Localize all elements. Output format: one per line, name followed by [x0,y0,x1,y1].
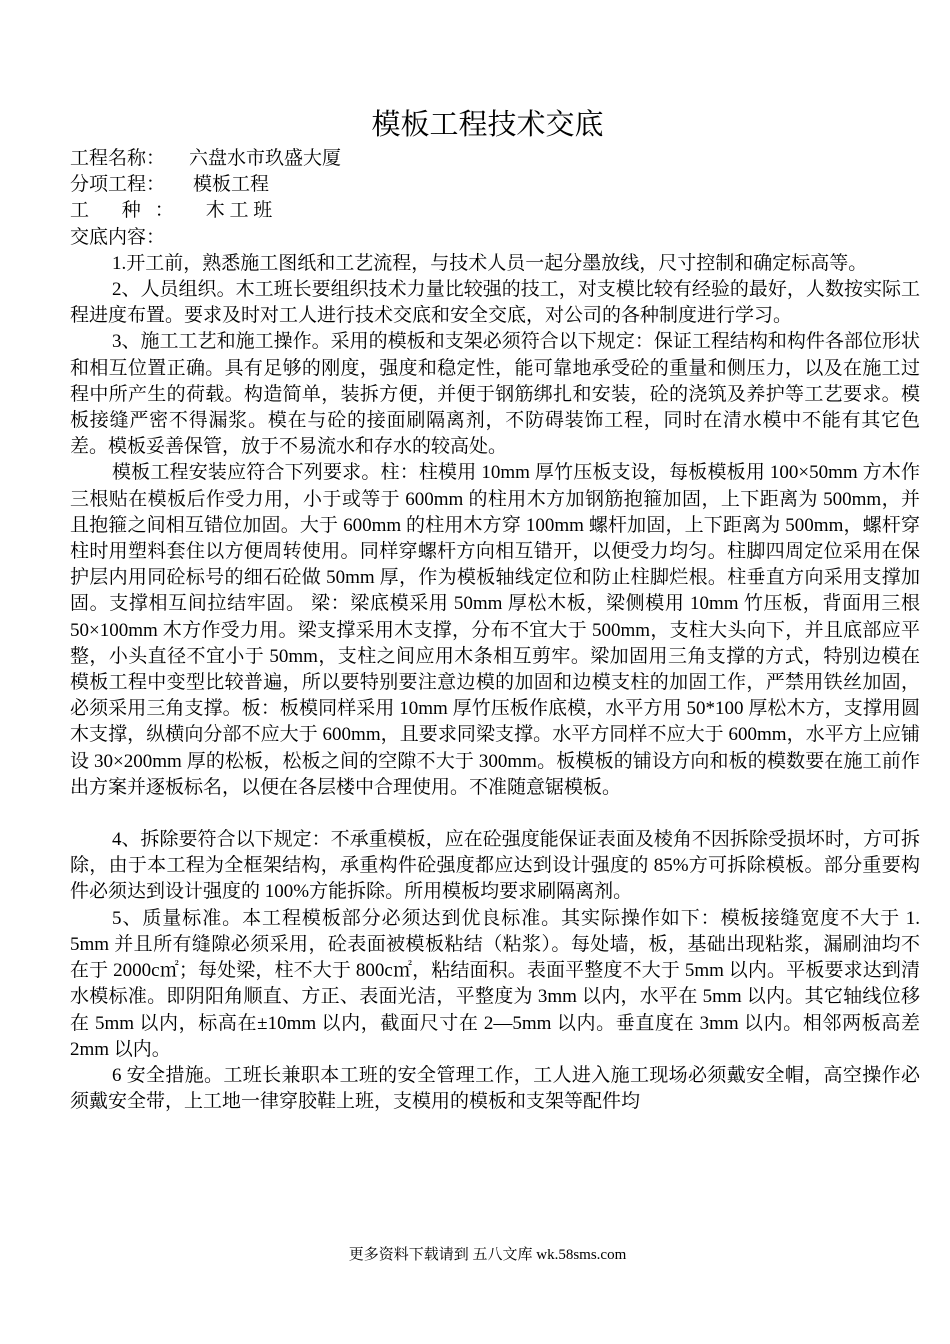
project-name-label: 工程名称： [70,148,166,169]
project-name-value: 六盘水市玖盛大厦 [189,148,342,169]
trade-label: 工 种： [70,200,188,222]
paragraph-6: 5、质量标准。本工程模板部分必须达到优良标准。其实际操作如下：模板接缝宽度不大于 1. 5mm 并且所有缝隙必须采用，砼表面被模板粘结（粘浆）。每处墙，板，基础出现粘浆，漏刷油均不在于 2000c㎡；每处梁，柱不大于 800c㎡，粘结面积。表面平整度不大于 5mm 以内。平板要求达到清水模标准。即阴阳角顺直、方正、表面光洁，平整度为 3mm 以内，水平在 5mm 以内。其它轴线位移在 5mm 以内，标高在±10mm 以内，截面尺寸在 2—5mm 以内。垂直度在 3mm 以内。相邻两板高差 2mm 以内。 [70,907,920,1060]
trade-line [70,198,920,224]
document-title: 模板工程技术交底 [371,107,604,141]
paragraph-gap [70,801,920,827]
sub-project-line [70,172,920,198]
footer-text: 更多资料下载请到 五八文库 wk.58sms.com [348,1247,627,1263]
content-label-line [70,225,920,251]
sub-project-value: 模板工程 [193,174,270,196]
paragraph-3: 3、施工工艺和施工操作。采用的模板和支架必须符合以下规定：保证工程结构和构件各部位形状和相互位置正确。具有足够的刚度，强度和稳定性，能可靠地承受砼的重量和侧压力，以及在施工过程中所产生的荷载。构造简单，装拆方便，并便于钢筋绑扎和安装，砼的浇筑及养护等工艺要求。模板接缝严密不得漏浆。模在与砼的接面刷隔离剂，不防碍装饰工程，同时在清水模中不能有其它色差。模板妥善保管，放于不易流水和存水的较高处。 [70,331,920,458]
content-label: 交底内容： [70,226,166,248]
paragraph-1: 1.开工前，熟悉施工图纸和工艺流程，与技术人员一起分墨放线，尺寸控制和确定标高等。 [112,252,868,274]
paragraph-7: 6 安全措施。工班长兼职本工班的安全管理工作，工人进入施工现场必须戴安全帽，高空操作必须戴安全带，上工地一律穿胶鞋上班，支模用的模板和支架等配件均 [70,1064,920,1113]
paragraph-5: 4、拆除要符合以下规定：不承重模板，应在砼强度能保证表面及棱角不因拆除受损坏时，方可拆除，由于本工程为全框架结构，承重构件砼强度都应达到设计强度的 85%方可拆除模板。部分重要构件必须达到设计强度的 100%方能拆除。所用模板均要求刷隔离剂。 [70,829,920,903]
paragraph-2: 2、人员组织。木工班长要组织技术力量比较强的技工，对支模比较有经验的最好，人数按实际工程进度布置。要求及时对工人进行技术交底和安全交底，对公司的各种制度进行学习。 [70,279,920,327]
sub-project-label: 分项工程： [70,174,166,196]
project-name-line [70,146,920,172]
document-body [70,146,920,1115]
paragraph-4: 模板工程安装应符合下列要求。柱：柱模用 10mm 厚竹压板支设，每板模板用 100×50mm 方木作三根贴在模板后作受力用，小于或等于 600mm 的柱用木方加钢筋抱箍加固，上下距离为 500mm，并且抱箍之间相互错位加固。大于 600mm 的柱用木方穿 100mm 螺杆加固，上下距离为 500mm，螺杆穿柱时用塑料套住以方便周转使用。同样穿螺杆方向相互错开，以便受力均匀。柱脚四周定位采用在保护层内用同砼标号的细石砼做 50mm 厚，作为模板轴线定位和防止柱脚烂根。柱垂直方向采用支撑加固。支撑相互间拉结牢固。 梁：梁底模采用 50mm 厚松木板，梁侧模用 10mm 竹压板，背面用三根 50×100mm 木方作受力用。梁支撑采用木支撑，分布不宜大于 500mm，支柱大头向下，并且底部应平整，小头直径不宜小于 50mm，支柱之间应用木条相互剪牢。梁加固用三角支撑的方式，特别边模在模板工程中变型比较普遍，所以要特别要注意边模的加固和边模支柱的加固工作，严禁用铁丝加固，必须采用三角支撑。板：板模同样采用 10mm 厚竹压板作底模，水平方用 50*100 厚松木方，支撑用圆木支撑，纵横向分部不应大于 600mm，且要求同梁支撑。水平方同样不应大于 600mm，水平方上应铺设 30×200mm 厚的松板，松板之间的空隙不大于 300mm。板模板的铺设方向和板的模数要在施工前作出方案并逐板标名，以便在各层楼中合理使用。不准随意锯模板。 [70,462,920,798]
trade-value: 木 工 班 [205,200,273,222]
